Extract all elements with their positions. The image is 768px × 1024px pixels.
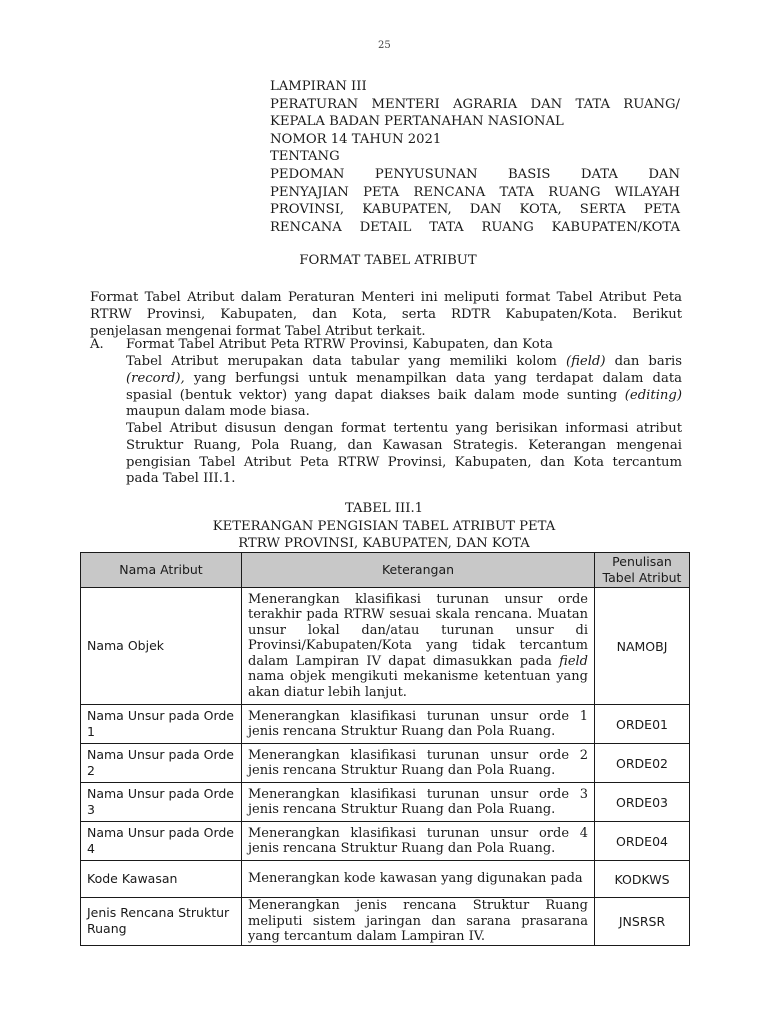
cell-attribute-name: Nama Unsur pada Orde 3: [81, 783, 242, 822]
header-line: PEDOMAN PENYUSUNAN BASIS DATA DAN: [270, 166, 680, 182]
header-cell-penulisan: Penulisan Tabel Atribut: [595, 553, 690, 588]
header-cell-nama-atribut: Nama Atribut: [81, 553, 242, 588]
cell-attribute-name: Kode Kawasan: [81, 861, 242, 898]
paragraph-line: pengisian Tabel Atribut Peta RTRW Provinsi, Kabupaten, dan Kota tercantum: [126, 454, 682, 470]
table-caption: [0, 500, 768, 553]
paragraph-line: (record), yang berfungsi untuk menampilkan data yang terdapat dalam data: [126, 370, 682, 386]
attribute-table: [80, 552, 690, 946]
paragraph-line: RTRW Provinsi, Kabupaten, dan Kota, serta RDTR Kabupaten/Kota. Berikut: [90, 306, 682, 322]
cell-field-code: KODKWS: [595, 861, 690, 898]
cell-description: Menerangkan jenis rencana Struktur Ruang meliputi sistem jaringan dan sarana prasarana yang tercantum dalam Lampiran IV.: [242, 898, 595, 946]
cell-attribute-name: Jenis Rencana Struktur Ruang: [81, 898, 242, 946]
cell-attribute-name: Nama Unsur pada Orde 2: [81, 744, 242, 783]
cell-field-code: ORDE02: [595, 744, 690, 783]
table-caption-line: TABEL III.1: [344, 501, 424, 516]
paragraph-line: penjelasan mengenai format Tabel Atribut terkait.: [90, 323, 426, 339]
section-paragraph-1: [126, 354, 682, 421]
header-line: KEPALA BADAN PERTANAHAN NASIONAL: [270, 114, 564, 130]
header-line: TENTANG: [270, 149, 340, 165]
header-cell-keterangan: Keterangan: [242, 553, 595, 588]
paragraph-line: spasial (bentuk vektor) yang dapat diakses baik dalam mode sunting (editing): [126, 387, 682, 403]
cell-description: Menerangkan klasifikasi turunan unsur orde 3 jenis rencana Struktur Ruang dan Pola Ruang.: [242, 783, 595, 822]
header-line: LAMPIRAN III: [270, 79, 367, 94]
section-letter: A.: [90, 337, 104, 352]
table-row: [81, 705, 690, 744]
table-caption-line: RTRW PROVINSI, KABUPATEN, DAN KOTA: [238, 536, 530, 551]
section-paragraph-2: [126, 421, 682, 488]
header-line: PENYAJIAN PETA RENCANA TATA RUANG WILAYAH: [270, 184, 680, 200]
page-number: 25: [378, 40, 391, 51]
cell-field-code: ORDE03: [595, 783, 690, 822]
cell-description: Menerangkan klasifikasi turunan unsur orde terakhir pada RTRW sesuai skala rencana. Muatan unsur lokal dan/atau turunan unsur di Provinsi/Kabupaten/Kota yang tidak tercantum dalam Lampiran IV dapat dimasukkan pada field nama objek mengikuti mekanisme ketentuan yang akan diatur lebih lanjut.: [242, 588, 595, 705]
cell-attribute-name: Nama Objek: [81, 588, 242, 705]
table-row: [81, 898, 690, 946]
paragraph-line: Struktur Ruang, Pola Ruang, dan Kawasan Strategis. Keterangan mengenai: [126, 437, 682, 453]
cell-field-code: JNSRSR: [595, 898, 690, 946]
header-line: PERATURAN MENTERI AGRARIA DAN TATA RUANG/: [270, 96, 680, 112]
cell-description: Menerangkan klasifikasi turunan unsur orde 4 jenis rencana Struktur Ruang dan Pola Ruang.: [242, 822, 595, 861]
paragraph-line: pada Tabel III.1.: [126, 471, 236, 487]
cell-description: Menerangkan klasifikasi turunan unsur orde 2 jenis rencana Struktur Ruang dan Pola Ruang.: [242, 744, 595, 783]
table-row: [81, 588, 690, 705]
paragraph-line: Tabel Atribut merupakan data tabular yang memiliki kolom (field) dan baris: [126, 354, 682, 369]
table-row: [81, 783, 690, 822]
table-row: [81, 744, 690, 783]
table-caption-line: KETERANGAN PENGISIAN TABEL ATRIBUT PETA: [212, 518, 556, 534]
table-row: [81, 861, 690, 898]
paragraph-line: Format Tabel Atribut dalam Peraturan Menteri ini meliputi format Tabel Atribut Peta: [90, 290, 682, 305]
intro-paragraph: [90, 290, 682, 340]
header-line: RENCANA DETAIL TATA RUANG KABUPATEN/KOTA: [270, 219, 680, 235]
cell-description: Menerangkan klasifikasi turunan unsur orde 1 jenis rencana Struktur Ruang dan Pola Ruang.: [242, 705, 595, 744]
section-heading: Format Tabel Atribut Peta RTRW Provinsi, Kabupaten, dan Kota: [126, 337, 553, 352]
cell-attribute-name: Nama Unsur pada Orde 1: [81, 705, 242, 744]
cell-field-code: NAMOBJ: [595, 588, 690, 705]
cell-field-code: ORDE04: [595, 822, 690, 861]
table-header-row: [81, 553, 690, 588]
paragraph-line: maupun dalam mode biasa.: [126, 404, 310, 420]
cell-attribute-name: Nama Unsur pada Orde 4: [81, 822, 242, 861]
document-header: [270, 78, 680, 236]
cell-description: Menerangkan kode kawasan yang digunakan pada: [242, 861, 595, 898]
cell-field-code: ORDE01: [595, 705, 690, 744]
table-row: [81, 822, 690, 861]
header-line: NOMOR 14 TAHUN 2021: [270, 131, 442, 147]
header-line: PROVINSI, KABUPATEN, DAN KOTA, SERTA PETA: [270, 202, 680, 218]
page-title: FORMAT TABEL ATRIBUT: [299, 253, 477, 268]
paragraph-line: Tabel Atribut disusun dengan format tertentu yang berisikan informasi atribut: [126, 421, 682, 436]
